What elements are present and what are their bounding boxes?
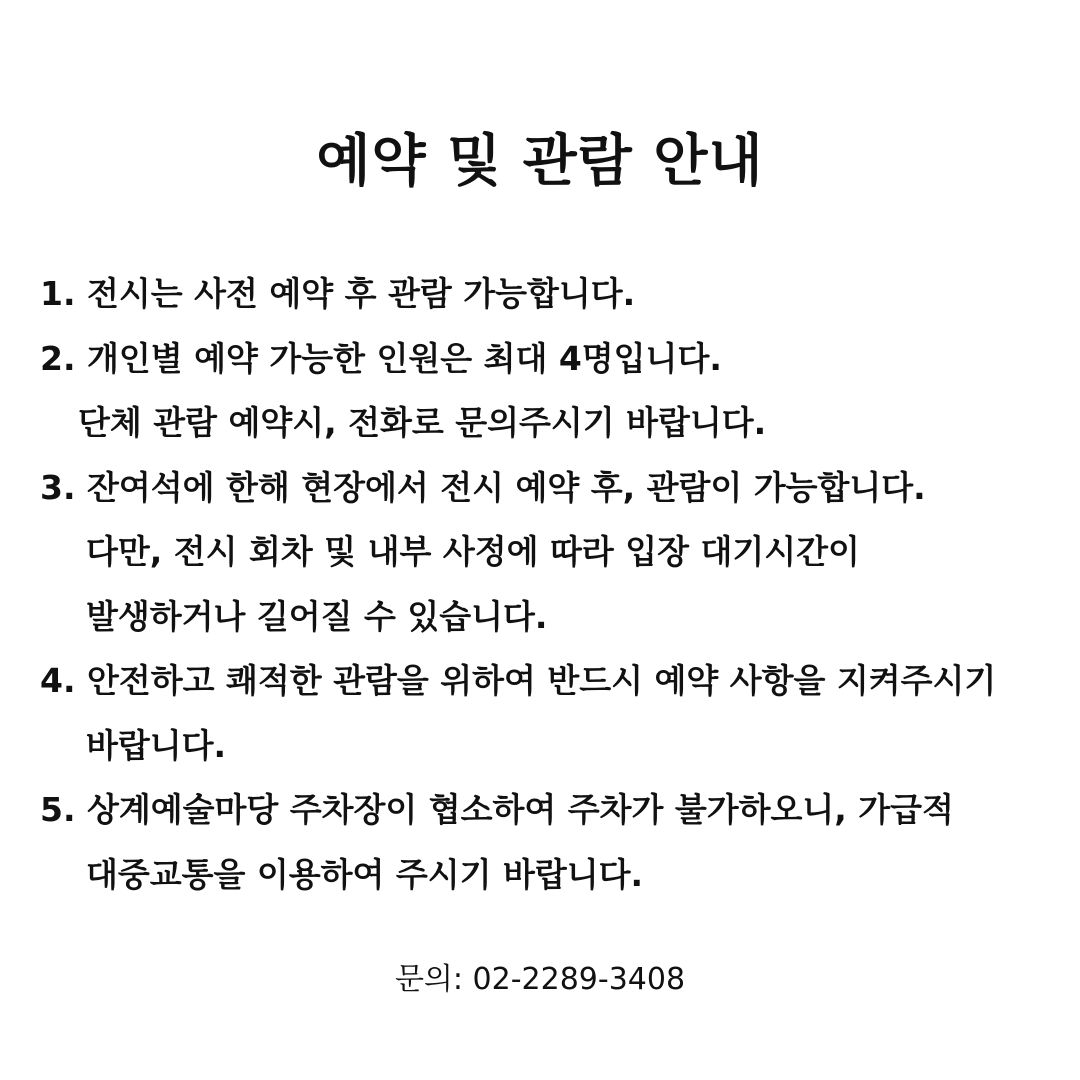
notice-item-4: 4. 안전하고 쾌적한 관람을 위하여 반드시 예약 사항을 지켜주시기 <box>40 661 997 700</box>
page-title: 예약 및 관람 안내 <box>316 128 764 194</box>
notice-item-3-continued-2: 발생하거나 길어질 수 있습니다. <box>86 596 548 636</box>
notice-item-3: 3. 잔여석에 한해 현장에서 전시 예약 후, 관람이 가능합니다. <box>40 467 926 507</box>
notice-item-3-continued: 다만, 전시 회차 및 내부 사정에 따라 입장 대기시간이 <box>86 532 860 571</box>
notice-item-2-continued: 단체 관람 예약시, 전화로 문의주시기 바랍니다. <box>78 403 767 442</box>
notice-list <box>40 262 1050 907</box>
notice-item-4-continued: 바랍니다. <box>86 725 227 765</box>
notice-item-1: 1. 전시는 사전 예약 후 관람 가능합니다. <box>40 274 636 313</box>
notice-item-2: 2. 개인별 예약 가능한 인원은 최대 4명입니다. <box>40 338 722 378</box>
notice-item-5: 5. 상계예술마당 주차장이 협소하여 주차가 불가하오니, 가급적 <box>40 790 954 829</box>
notice-item-5-continued: 대중교통을 이용하여 주시기 바랍니다. <box>86 854 644 894</box>
contact-info: 문의: 02-2289-3408 <box>394 962 686 997</box>
